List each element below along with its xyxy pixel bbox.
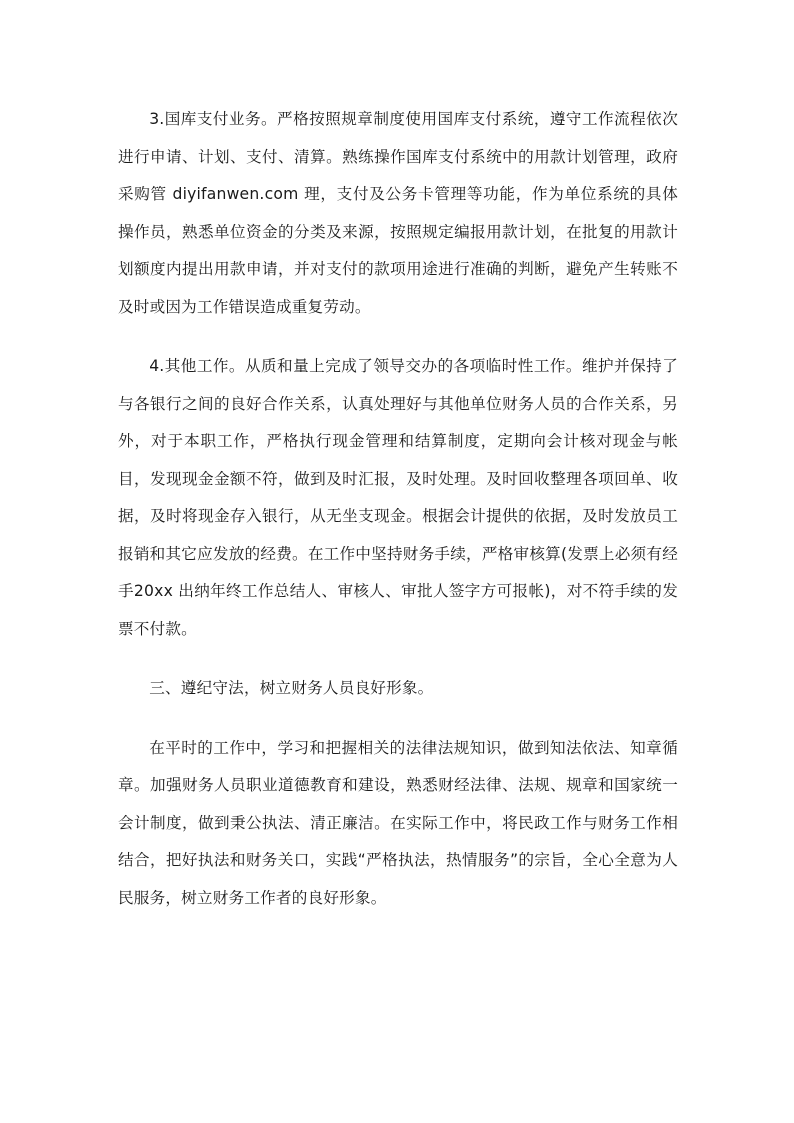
- paragraph-spacer: [118, 708, 678, 730]
- paragraph-law-compliance: 在平时的工作中，学习和把握相关的法律法规知识，做到知法依法、知章循章。加强财务人员职业道德教育和建设，熟悉财经法律、法规、规章和国家统一会计制度，做到秉公执法、清正廉洁。在实际工作中，将民政工作与财务工作相结合，把好执法和财务关口，实践“严格执法，热情服务”的宗旨，全心全意为人民服务，树立财务工作者的良好形象。: [118, 738, 678, 907]
- paragraph-spacer: [118, 326, 678, 348]
- paragraph-spacer: [118, 648, 678, 670]
- paragraph-treasury-payment: 3.国库支付业务。严格按照规章制度使用国库支付系统，遵守工作流程依次进行申请、计划、支付、清算。熟练操作国库支付系统中的用款计划管理，政府采购管 diyifanwen.com 理，支付及公务卡管理等功能，作为单位系统的具体操作员，熟悉单位资金的分类及来源，按照规定编报用款计划，在批复的用款计划额度内提出用款申请，并对支付的款项用途进行准确的判断，避免产生转账不及时或因为工作错误造成重复劳动。: [118, 110, 678, 316]
- document-body: [118, 101, 678, 917]
- section-heading-discipline: 三、遵纪守法，树立财务人员良好形象。: [149, 679, 434, 697]
- paragraph-other-work: 4.其他工作。从质和量上完成了领导交办的各项临时性工作。维护并保持了与各银行之间的良好合作关系，认真处理好与其他单位财务人员的合作关系，另外，对于本职工作，严格执行现金管理和结算制度，定期向会计核对现金与帐目，发现现金金额不符，做到及时汇报，及时处理。及时回收整理各项回单、收据，及时将现金存入银行，从无坐支现金。根据会计提供的依据，及时发放员工报销和其它应发放的经费。在工作中坚持财务手续，严格审核算(发票上必须有经手20xx 出纳年终工作总结人、审核人、审批人签字方可报帐)，对不符手续的发票不付款。: [118, 357, 678, 638]
